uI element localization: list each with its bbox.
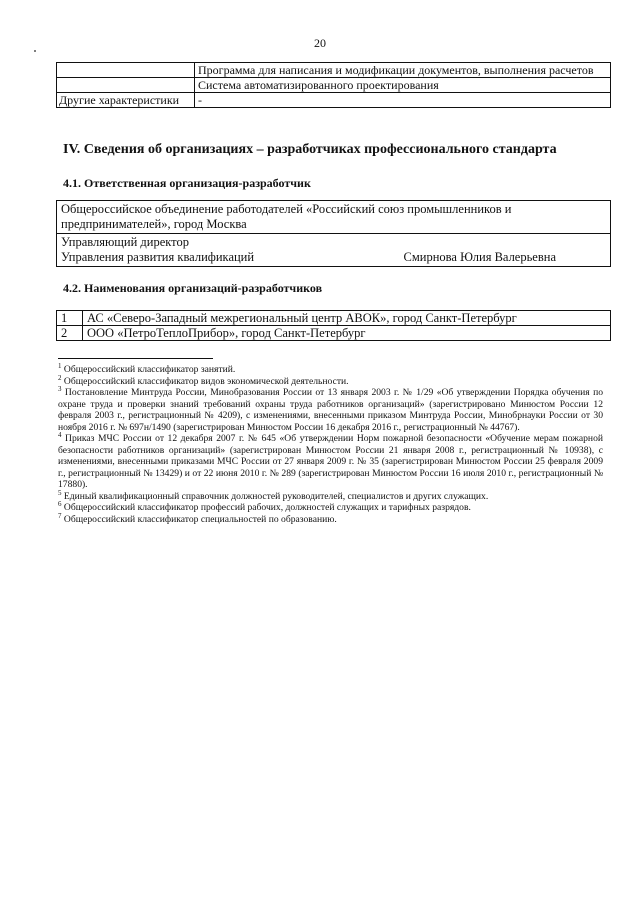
footnotes [58, 361, 604, 525]
footnote [58, 373, 603, 388]
table-row [57, 311, 611, 326]
footnote [58, 430, 604, 491]
org-name: ООО «ПетроТеплоПрибор», город Санкт-Петербург [83, 326, 611, 341]
org-name: АС «Северо-Западный межрегиональный центр АВОК», город Санкт-Петербург [83, 311, 611, 326]
footnote-text: Приказ МЧС России от 12 декабря 2007 г. № 645 «Об утверждении Норм пожарной безопасности «Обучение мерам пожарной безопасности работников организаций» (зарегистрирован Минюстом России 21 января 2008 г., регистрационный № 10938), с изменениями, внесенными приказами МЧС России от 27 января 2009 г. № 35 (зарегистрирован Минюстом России 25 февраля 2009 г., регистрационный № 13429) и от 22 июня 2010 г. № 289 (зарегистрирован Минюстом России 16 июля 2010 г., регистрационный № 17880). [58, 433, 604, 490]
footnote-text: Общероссийский классификатор видов экономической деятельности. [63, 375, 349, 387]
footnote-text: Общероссийский классификатор специальностей по образованию. [63, 513, 337, 525]
footnote-text: Единый квалификационный справочник должностей руководителей, специалистов и других служащих. [63, 490, 489, 502]
footnote-number: 6 [58, 499, 62, 508]
responsible-org-table [56, 200, 611, 267]
table-cell: Другие характеристики [57, 93, 195, 108]
subsection-title-responsible: 4.1. Ответственная организация-разработчик [63, 176, 311, 190]
footnote-number: 2 [58, 373, 62, 382]
footnote [58, 361, 603, 376]
scan-speck [34, 50, 36, 52]
footnote [58, 499, 603, 514]
footnote [58, 488, 603, 503]
table-cell: Программа для написания и модификации документов, выполнения расчетов [195, 63, 611, 78]
footnote-text: Постановление Минтруда России, Минобразования России от 13 января 2003 г. № 1/29 «Об утверждении Порядка обучения по охране труда и проверки знаний требований охраны труда работников организаций» (зарегистрировано Минюстом России 12 февраля 2003 г., регистрационный № 4209), с изменениями, внесенными приказом Минтруда России, Минобрнауки России от 30 ноября 2016 г. № 697н/1490 (зарегистрирован Минюстом России 16 декабря 2016 г., регистрационный № 44767). [58, 387, 603, 433]
section-title: IV. Сведения об организациях – разработчиках профессионального стандарта [63, 142, 557, 157]
footnote [58, 384, 603, 433]
table-row [57, 93, 611, 108]
position-row [61, 250, 606, 265]
row-number: 2 [57, 326, 83, 341]
page-number: 20 [314, 36, 326, 50]
table-row [57, 78, 611, 93]
person-name: Смирнова Юлия Валерьевна [403, 250, 556, 264]
footnote [58, 511, 603, 526]
position-line-1: Управляющий директор [61, 235, 189, 249]
table-row [57, 326, 611, 341]
table-cell: - [195, 93, 611, 108]
table-row [57, 234, 611, 267]
table-row [57, 63, 611, 78]
footnote-number: 4 [58, 430, 62, 439]
subsection-title-developers: 4.2. Наименования организаций-разработчиков [63, 281, 323, 295]
table-cell [57, 63, 195, 78]
footnote-number: 3 [58, 384, 62, 393]
footnote-text: Общероссийский классификатор профессий рабочих, должностей служащих и тарифных разрядов. [63, 502, 471, 513]
row-number: 1 [57, 311, 83, 326]
top-table [56, 62, 611, 108]
table-cell [57, 78, 195, 93]
developer-orgs-table [56, 310, 611, 341]
footnote-text: Общероссийский классификатор занятий. [63, 364, 236, 375]
footnote-number: 5 [58, 488, 62, 497]
footnote-number: 1 [58, 361, 62, 370]
position-line-2: Управления развития квалификаций [61, 250, 255, 264]
table-cell: Система автоматизированного проектирования [195, 78, 611, 93]
table-row [57, 201, 611, 234]
signatory-cell [57, 234, 611, 267]
organization-name: Общероссийское объединение работодателей «Российский союз промышленников и предпринимателей», город Москва [57, 201, 611, 234]
footnote-number: 7 [58, 511, 62, 520]
footnote-separator [58, 358, 213, 359]
